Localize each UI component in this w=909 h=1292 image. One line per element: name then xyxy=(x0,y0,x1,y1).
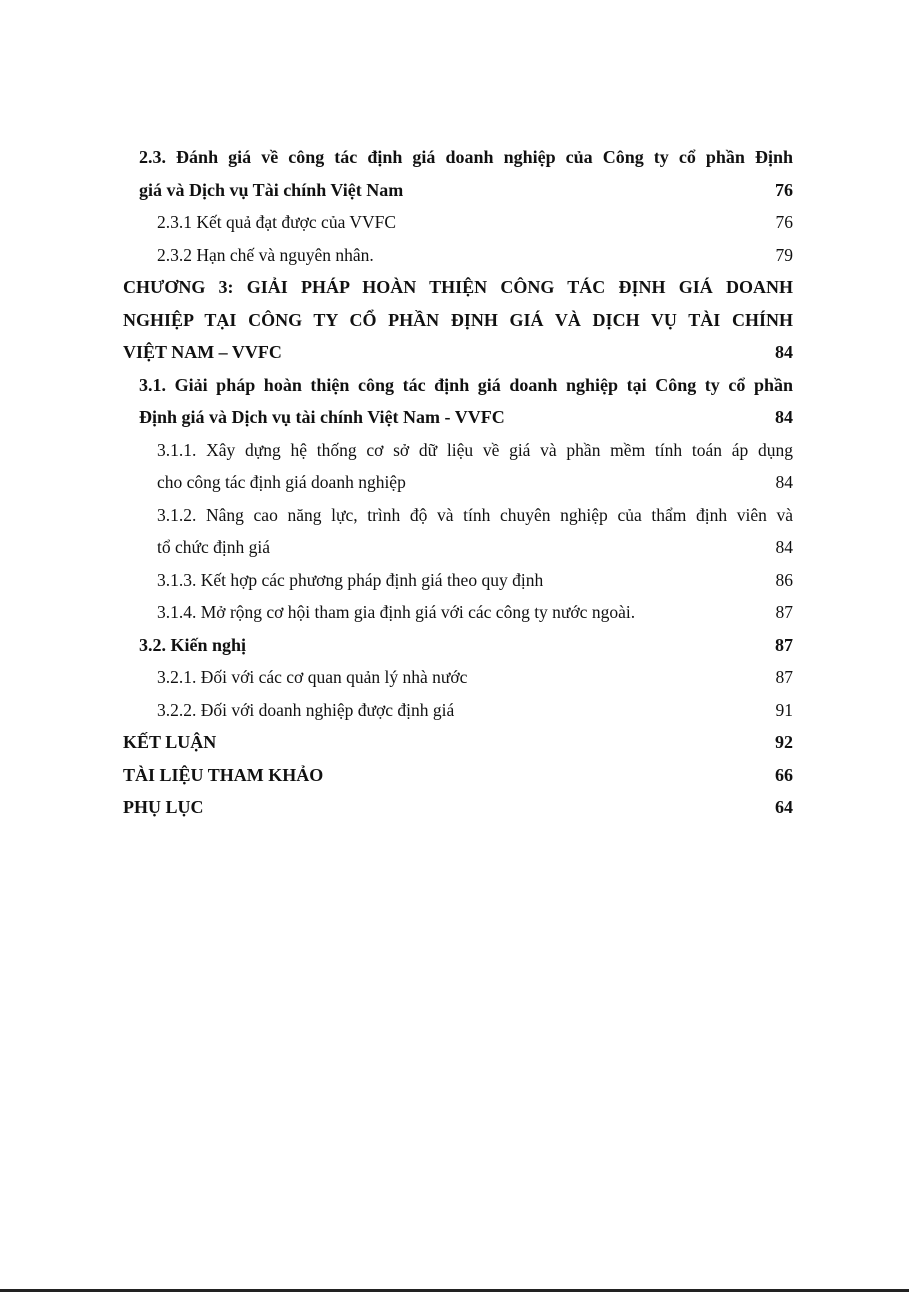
toc-entry-title: 3.1.3. Kết hợp các phương pháp định giá theo quy định xyxy=(157,569,544,590)
toc-entry-title-line1: 2.3. Đánh giá về công tác định giá doanh nghiệp của Công ty cổ phần Định xyxy=(139,147,793,167)
toc-entry-3-1[interactable] xyxy=(123,369,793,434)
toc-page-number: 92 xyxy=(775,732,793,752)
toc-entry-3-1-4[interactable] xyxy=(123,596,793,629)
toc-entry-title-line2: NGHIỆP TẠI CÔNG TY CỔ PHẦN ĐỊNH GIÁ VÀ DỊCH VỤ TÀI CHÍNH xyxy=(123,309,793,330)
toc-leader-dots xyxy=(247,633,774,651)
toc-page-number: 66 xyxy=(775,764,793,785)
toc-entry-3-2-1[interactable] xyxy=(123,661,793,694)
toc-page-number: 84 xyxy=(775,472,793,492)
toc-entry-title: 3.2.2. Đối với doanh nghiệp được định giá xyxy=(157,699,455,720)
toc-entry-title: 2.3.2 Hạn chế và nguyên nhân. xyxy=(157,244,374,265)
toc-page-number: 86 xyxy=(775,569,793,590)
toc-entry-title: TÀI LIỆU THAM KHẢO xyxy=(123,764,324,785)
toc-leader-dots xyxy=(407,471,775,489)
toc-page-number: 84 xyxy=(775,407,793,427)
toc-entry-3-1-3[interactable] xyxy=(123,564,793,597)
toc-page-number: 91 xyxy=(775,699,793,720)
toc-entry-3-2-2[interactable] xyxy=(123,694,793,727)
toc-entry-title-line3: VIỆT NAM – VVFC xyxy=(123,342,282,362)
toc-entry-title-line2: tổ chức định giá xyxy=(157,537,270,557)
toc-entry-conclusion[interactable] xyxy=(123,726,793,759)
toc-entry-title-line2: cho công tác định giá doanh nghiệp xyxy=(157,472,406,492)
toc-entry-title: KẾT LUẬN xyxy=(123,732,217,752)
toc-page-number: 64 xyxy=(775,797,793,817)
toc-entry-title: 2.3.1 Kết quả đạt được của VVFC xyxy=(157,212,397,232)
toc-entry-title-line2: giá và Dịch vụ Tài chính Việt Nam xyxy=(139,179,404,200)
toc-leader-dots xyxy=(544,568,774,586)
toc-entry-2-3[interactable] xyxy=(123,141,793,206)
toc-leader-dots xyxy=(404,178,774,196)
toc-leader-dots xyxy=(636,601,774,619)
toc-entry-title-line2: Định giá và Dịch vụ tài chính Việt Nam - VVFC xyxy=(139,407,505,427)
toc-entry-3-1-1[interactable] xyxy=(123,434,793,499)
table-of-contents xyxy=(123,141,793,824)
toc-entry-3-1-2[interactable] xyxy=(123,499,793,564)
toc-entry-2-3-2[interactable] xyxy=(123,239,793,272)
toc-page-number: 87 xyxy=(775,602,793,622)
toc-leader-dots xyxy=(217,730,774,748)
toc-entry-3-2[interactable] xyxy=(123,629,793,662)
toc-leader-dots xyxy=(375,243,775,261)
toc-entry-title-line1: CHƯƠNG 3: GIẢI PHÁP HOÀN THIỆN CÔNG TÁC ĐỊNH GIÁ DOANH xyxy=(123,277,793,297)
toc-leader-dots xyxy=(271,536,775,554)
toc-page-number: 76 xyxy=(775,179,793,200)
toc-entry-references[interactable] xyxy=(123,759,793,792)
toc-entry-2-3-1[interactable] xyxy=(123,206,793,239)
toc-page-number: 76 xyxy=(775,212,793,232)
toc-entry-title: 3.1.4. Mở rộng cơ hội tham gia định giá với các công ty nước ngoài. xyxy=(157,602,636,622)
toc-entry-title: 3.2. Kiến nghị xyxy=(139,634,247,655)
toc-page-number: 84 xyxy=(775,342,793,362)
toc-entry-title-line1: 3.1.1. Xây dựng hệ thống cơ sở dữ liệu về giá và phần mềm tính toán áp dụng xyxy=(157,439,793,460)
toc-leader-dots xyxy=(205,795,775,813)
toc-leader-dots xyxy=(468,666,774,684)
toc-leader-dots xyxy=(324,763,774,781)
toc-page-number: 79 xyxy=(775,244,793,265)
toc-leader-dots xyxy=(397,211,774,229)
toc-entry-title-line1: 3.1.2. Nâng cao năng lực, trình độ và tính chuyên nghiệp của thẩm định viên và xyxy=(157,504,793,525)
toc-page-number: 84 xyxy=(775,537,793,557)
toc-leader-dots xyxy=(455,698,774,716)
toc-page-number: 87 xyxy=(775,667,793,687)
toc-entry-title: PHỤ LỤC xyxy=(123,797,204,817)
toc-page-number: 87 xyxy=(775,634,793,655)
toc-leader-dots xyxy=(283,340,774,358)
toc-entry-title: 3.2.1. Đối với các cơ quan quản lý nhà nước xyxy=(157,667,468,687)
toc-entry-appendix[interactable] xyxy=(123,791,793,824)
toc-entry-title-line1: 3.1. Giải pháp hoàn thiện công tác định giá doanh nghiệp tại Công ty cổ phần xyxy=(139,374,793,395)
toc-entry-chapter-3[interactable] xyxy=(123,271,793,369)
toc-leader-dots xyxy=(506,405,774,423)
